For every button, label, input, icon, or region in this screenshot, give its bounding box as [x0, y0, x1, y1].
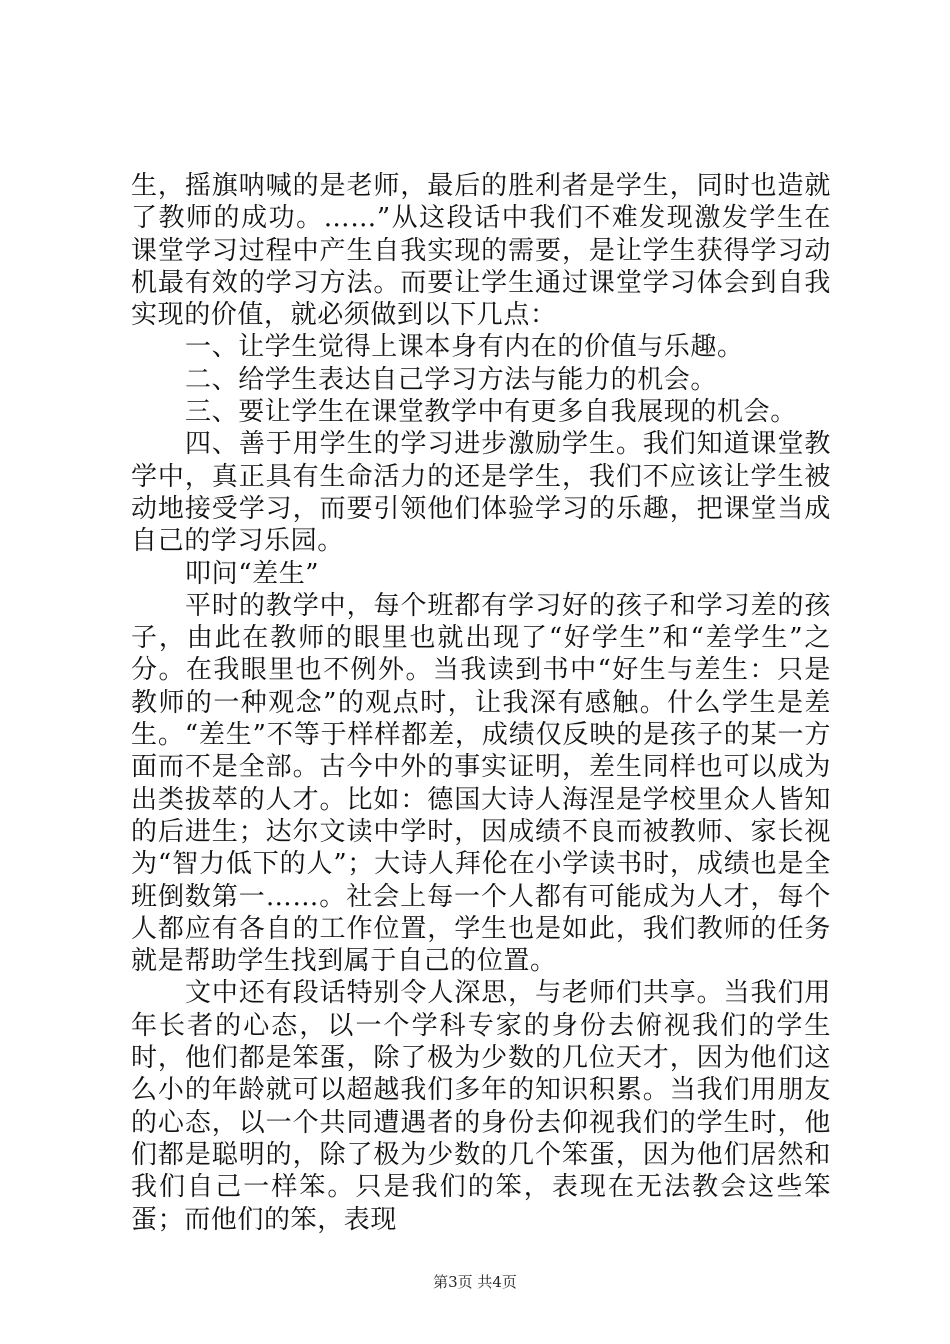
list-item-3: 三、要让学生在课堂教学中有更多自我展现的机会。	[185, 397, 797, 428]
list-item-4: 四、善于用学生的学习进步激励学生。我们知道课堂教学中，真正具有生命活力的还是学生，我们不应该让学生被动地接受学习，而要引领他们体验学习的乐趣，把课堂当成自己的学习乐园。	[131, 429, 831, 557]
paragraph-poor-students: 平时的教学中，每个班都有学习好的孩子和学习差的孩子，由此在教师的眼里也就出现了“好学生”和“差学生”之分。在我眼里也不例外。当我读到书中“好生与差生：只是教师的一种观念”的观点时，让我深有感触。什么学生是差生。“差生”不等于样样都差，成绩仅反映的是孩子的某一方面而不是全部。古今中外的事实证明，差生同样也可以成为出类拔萃的人才。比如：德国大诗人海涅是学校里众人皆知的后进生；达尔文读中学时，因成绩不良而被教师、家长视为“智力低下的人”；大诗人拜伦在小学读书时，成绩也是全班倒数第一……。社会上每一个人都有可能成为人才，每个人都应有各自的工作位置，学生也是如此，我们教师的任务就是帮助学生找到属于自己的位置。	[131, 590, 831, 977]
paragraph-reflection: 文中还有段话特别令人深思，与老师们共享。当我们用年长者的心态，以一个学科专家的身份去俯视我们的学生时，他们都是笨蛋，除了极为少数的几位天才，因为他们这么小的年龄就可以超越我们多年的知识积累。当我们用朋友的心态，以一个共同遭遇者的身份去仰视我们的学生时，他们都是聪明的，除了极为少数的几个笨蛋，因为他们居然和我们自己一样笨。只是我们的笨，表现在无法教会这些笨蛋；而他们的笨，表现	[131, 978, 831, 1235]
page-number-footer: 第3页 共4页	[433, 1273, 517, 1291]
section-heading: 叩问“差生”	[185, 558, 320, 589]
list-item-1: 一、让学生觉得上课本身有内在的价值与乐趣。	[185, 332, 744, 363]
paragraph-continuation: 生，摇旗呐喊的是老师，最后的胜利者是学生，同时也造就了教师的成功。……”从这段话中我们不难发现激发学生在课堂学习过程中产生自我实现的需要，是让学生获得学习动机最有效的学习方法。而要让学生通过课堂学习体会到自我实现的价值，就必须做到以下几点：	[131, 171, 831, 331]
document-body	[131, 170, 831, 1236]
list-item-2: 二、给学生表达自己学习方法与能力的机会。	[185, 364, 718, 395]
